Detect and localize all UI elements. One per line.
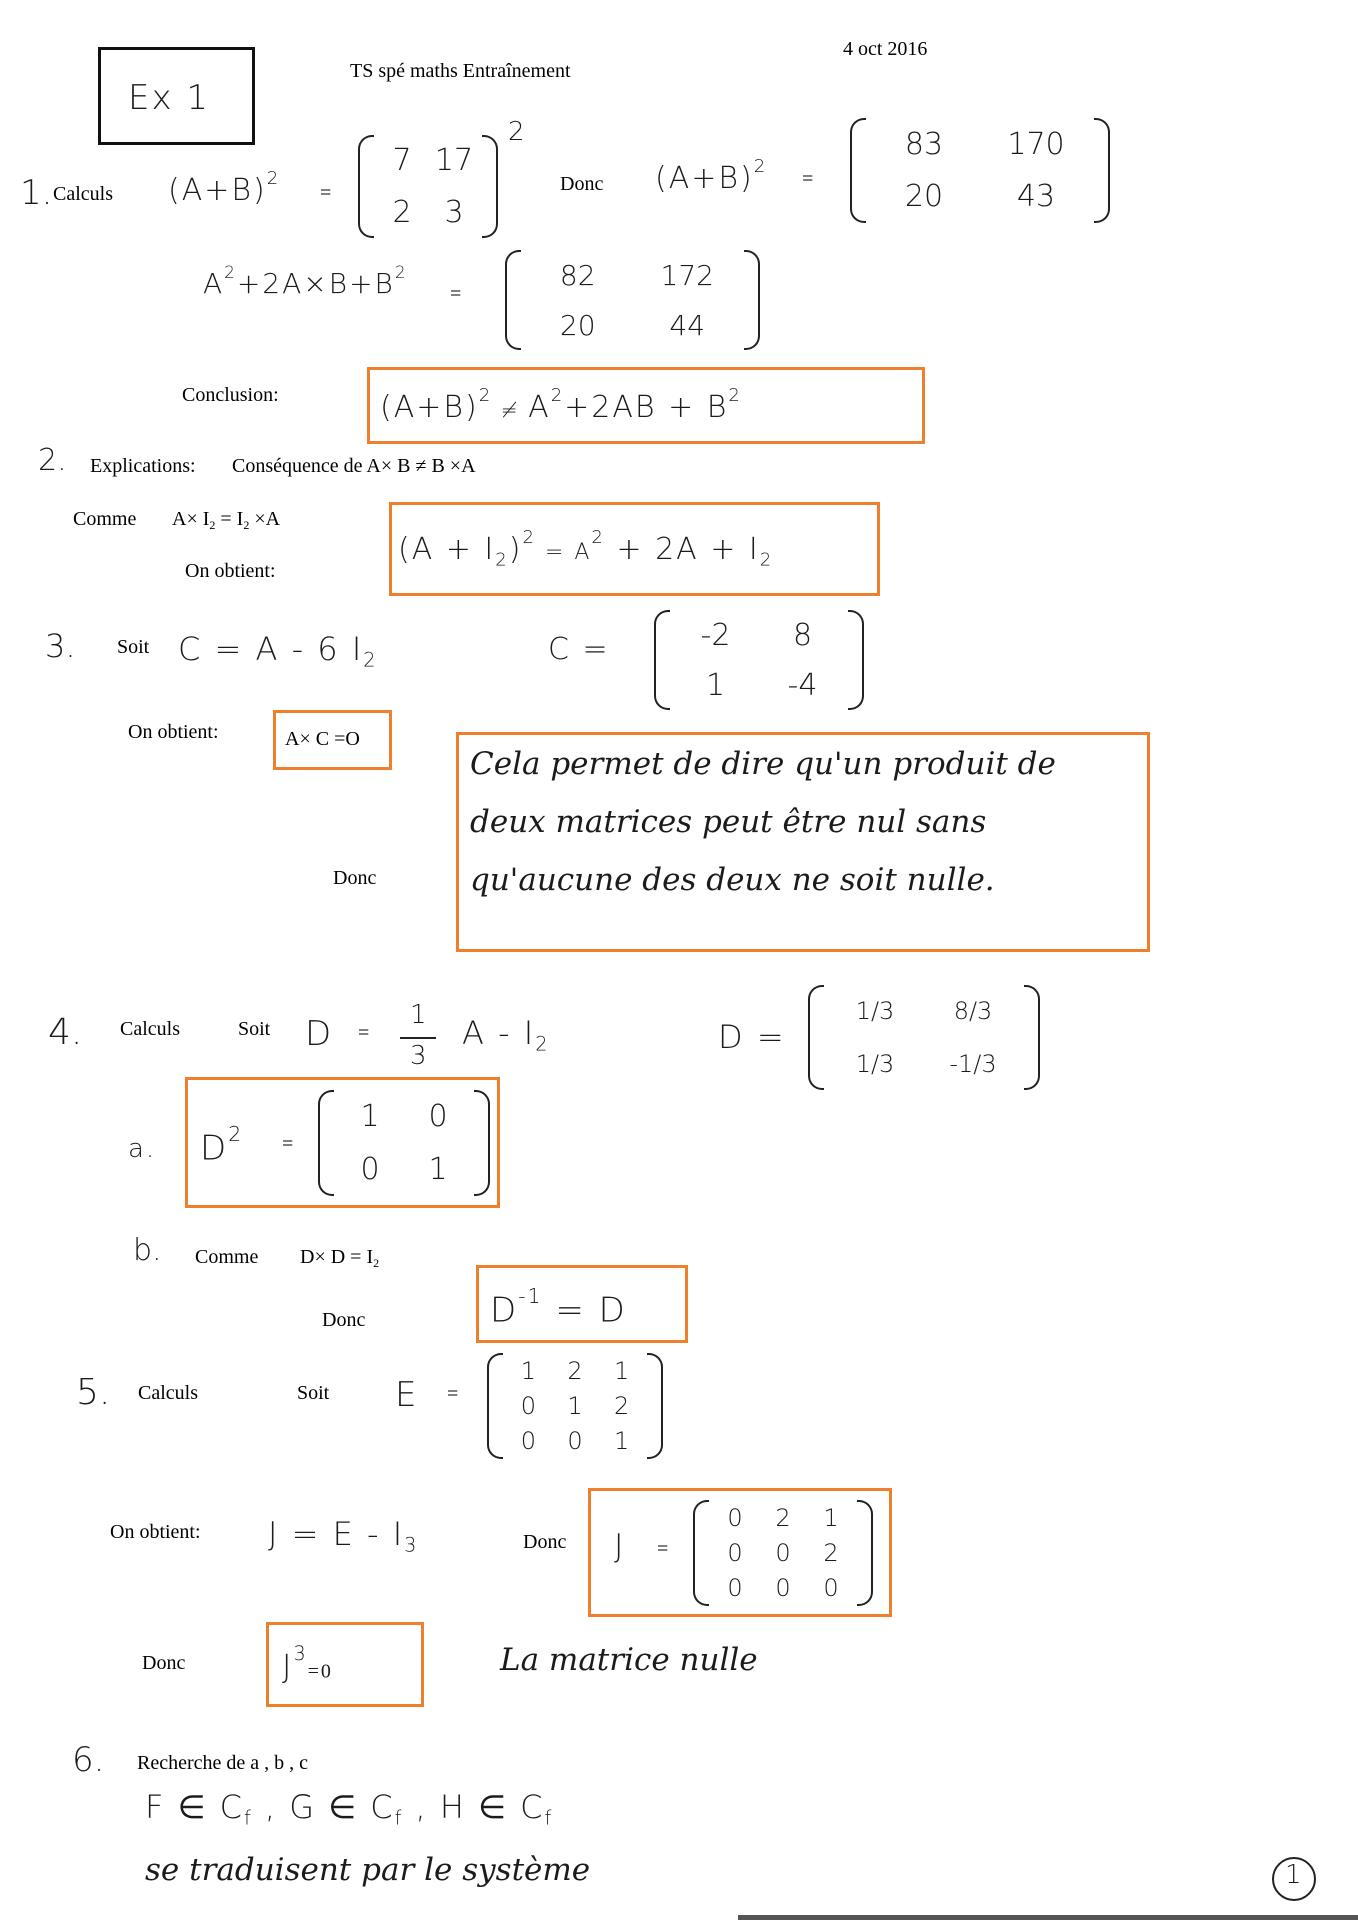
q2-comme: Comme bbox=[73, 508, 137, 530]
q4-soit: Soit bbox=[238, 1018, 271, 1040]
q4-b-label: b. bbox=[133, 1233, 162, 1268]
q5-e-lhs: E bbox=[395, 1375, 419, 1415]
q4-def-num: 1 bbox=[410, 1000, 429, 1030]
q1-conclusion-label: Conclusion: bbox=[182, 384, 279, 406]
q1-matrix-1: 7 17 2 3 bbox=[358, 135, 498, 238]
q2-label: Explications: bbox=[90, 455, 196, 477]
q3-soit: Soit bbox=[117, 636, 150, 658]
page-number: 1 bbox=[1285, 1860, 1304, 1890]
q5-e-eq: = bbox=[447, 1383, 459, 1405]
q4-def-rest: A - $I_2$ bbox=[462, 1014, 550, 1056]
q5-e-matrix: 1 2 1 0 1 2 0 0 1 bbox=[487, 1353, 663, 1459]
q1-lhs-2: $(A+B)^2$ bbox=[655, 156, 768, 197]
exercise-label: Ex 1 bbox=[128, 78, 211, 118]
q4-def-fraction-bar bbox=[400, 1037, 436, 1039]
q4-inv: $D^{-1} = D$ bbox=[490, 1284, 627, 1331]
q5-donc: Donc bbox=[523, 1531, 567, 1553]
q4-number: 4. bbox=[48, 1012, 83, 1053]
q1-eq-3: = bbox=[450, 283, 462, 305]
q6-number: 6. bbox=[72, 1740, 105, 1780]
date: 4 oct 2016 bbox=[843, 38, 928, 60]
q1-matrix-1-exp: 2 bbox=[508, 117, 527, 147]
q5-j-matrix: 0 2 1 0 0 2 0 0 0 bbox=[693, 1500, 873, 1606]
q1-number: 1. bbox=[20, 173, 53, 213]
q5-j-def: $J = E - I_3$ bbox=[268, 1515, 419, 1557]
q4-label: Calculs bbox=[120, 1018, 180, 1040]
q4-def-den: 3 bbox=[410, 1041, 429, 1071]
q2-comme-expr: $A\times I_2 = I_2 \times A$ bbox=[172, 508, 281, 533]
q3-on-obtient: On obtient: bbox=[128, 721, 219, 743]
page-title: TS spé maths Entraînement bbox=[350, 60, 571, 82]
q3-matrix: -2 8 1 -4 bbox=[654, 610, 864, 710]
q5-label: Calculs bbox=[138, 1382, 198, 1404]
q4-def-eq: = bbox=[358, 1022, 370, 1044]
q1-conclusion: $(A+B)^2\ne A^2+2AB + B^2$ bbox=[380, 385, 742, 426]
q5-number: 5. bbox=[76, 1372, 111, 1413]
q1-expansion: $A^2+2A\times B+B^2$ bbox=[203, 262, 408, 301]
q5-j3-note: La matrice nulle bbox=[500, 1642, 758, 1678]
q4-a-label: a. bbox=[128, 1134, 157, 1164]
q5-j3: $J^3=0$ bbox=[282, 1642, 333, 1686]
q2-on-obtient: On obtient: bbox=[185, 560, 276, 582]
q5-soit: Soit bbox=[297, 1382, 330, 1404]
q5-j-lhs: J bbox=[614, 1527, 626, 1565]
q3-donc: Donc bbox=[333, 867, 377, 889]
q1-eq: = bbox=[320, 182, 332, 204]
scan-edge bbox=[738, 1915, 1358, 1920]
q1-matrix-2: 83 170 20 43 bbox=[850, 118, 1110, 223]
q1-label: Calculs bbox=[53, 183, 113, 205]
q3-note: Cela permet de dire qu'un produit de deux matrices peut être nul sans qu'aucune des deux ne soit nulle. bbox=[470, 746, 1056, 898]
q4-comme: Comme bbox=[195, 1246, 259, 1268]
q1-lhs: $(A+B)^2$ bbox=[168, 168, 281, 209]
q2-number: 2. bbox=[38, 443, 67, 478]
q6-line-2: se traduisent par le système bbox=[145, 1852, 591, 1888]
q5-j-eq: = bbox=[657, 1538, 669, 1560]
q4-d2-eq: = bbox=[282, 1133, 294, 1155]
q6-line-1: F ∈ $C_f$ , G ∈ $C_f$ , H ∈ $C_f$ bbox=[145, 1788, 554, 1830]
q3-number: 3. bbox=[45, 627, 76, 665]
q6-label: Recherche de a , b , c bbox=[137, 1752, 309, 1774]
q4-comme-expr: $D\times D = I_2$ bbox=[300, 1246, 380, 1271]
q2-result: $(A + I_2)^2 = A^2 + 2A + I_2$ bbox=[398, 527, 774, 571]
q4-d2: $D^2$ bbox=[200, 1122, 244, 1169]
q4-donc: Donc bbox=[322, 1309, 366, 1331]
q4-d-eq: D = bbox=[718, 1018, 786, 1056]
q5-on-obtient: On obtient: bbox=[110, 1521, 201, 1543]
q4-def-d: D bbox=[305, 1014, 334, 1054]
q4-d-matrix: 1/3 8/3 1/3 -1/3 bbox=[808, 985, 1040, 1090]
q1-matrix-3: 82 172 20 44 bbox=[505, 250, 760, 350]
q1-eq-2: = bbox=[802, 168, 814, 190]
q3-result: A× C =O bbox=[285, 728, 360, 750]
q4-d2-matrix: 1 0 0 1 bbox=[318, 1090, 490, 1196]
q2-text: Conséquence de A× B ≠ B ×A bbox=[232, 455, 476, 477]
q3-c-eq: C = bbox=[548, 632, 610, 667]
q1-donc: Donc bbox=[560, 173, 604, 195]
q3-def: C = A - 6 $I_2$ bbox=[178, 630, 378, 672]
q5-donc-2: Donc bbox=[142, 1652, 186, 1674]
